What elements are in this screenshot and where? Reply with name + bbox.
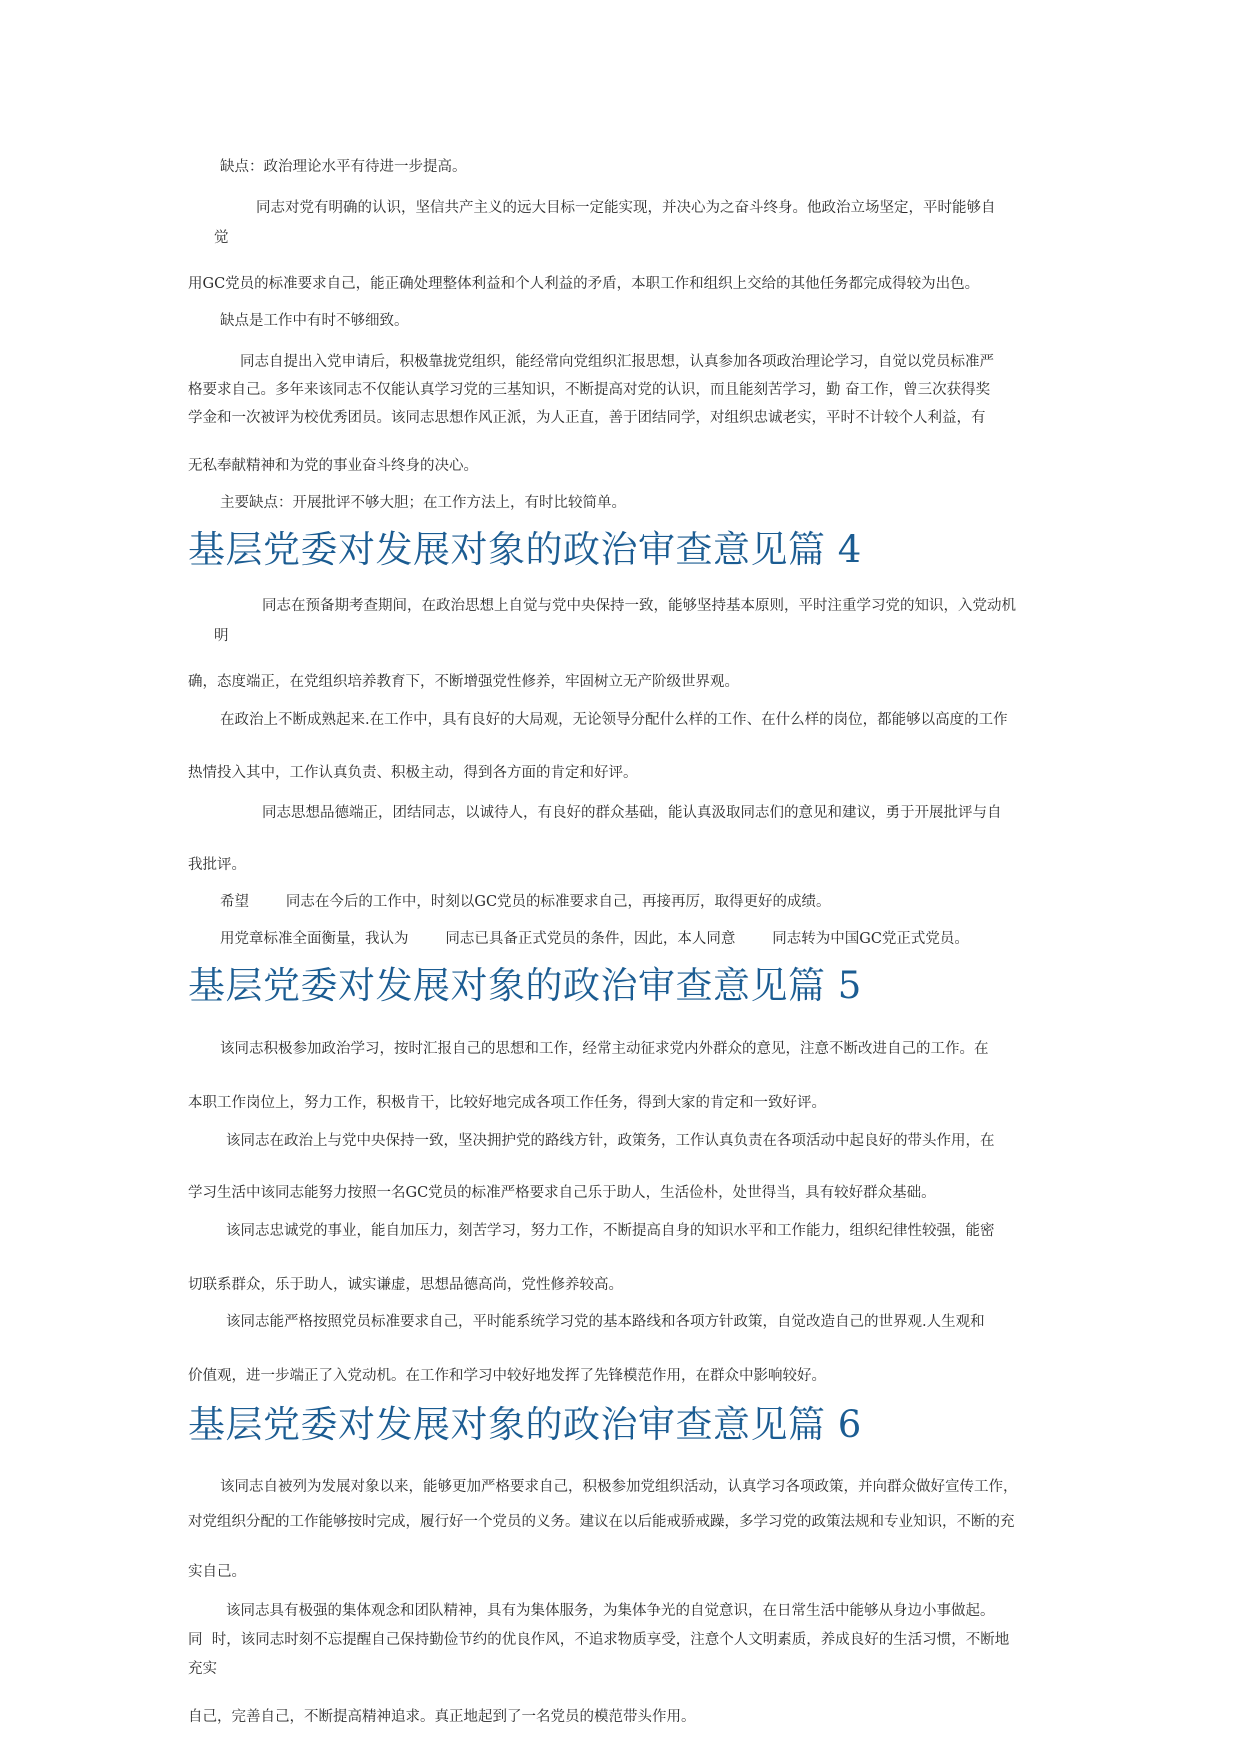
paragraph-line: 明 <box>214 628 229 644</box>
paragraph-line: 对党组织分配的工作能够按时完成，履行好一个党员的义务。建议在以后能戒骄戒躁，多学习党的政策法规和专业知识，不断的充 <box>188 1514 1015 1530</box>
paragraph-line: 同志自提出入党申请后，积极靠拢党组织，能经常向党组织汇报思想，认真参加各项政治理论学习，自觉以党员标准严 <box>240 354 994 370</box>
paragraph-line: 希望 同志在今后的工作中，时刻以GC党员的标准要求自己，再接再厉，取得更好的成绩。 <box>220 894 831 910</box>
paragraph-line: 该同志忠诚党的事业，能自加压力，刻苦学习，努力工作，不断提高自身的知识水平和工作能力，组织纪律性较强，能密 <box>226 1223 995 1239</box>
paragraph-line: 用GC党员的标准要求自己，能正确处理整体利益和个人利益的矛盾，本职工作和组织上交给的其他任务都完成得较为出色。 <box>188 276 980 292</box>
paragraph-line: 缺点是工作中有时不够细致。 <box>220 313 409 329</box>
paragraph-line: 主要缺点：开展批评不够大胆；在工作方法上，有时比较简单。 <box>220 495 626 511</box>
paragraph-line: 该同志能严格按照党员标准要求自己，平时能系统学习党的基本路线和各项方针政策，自觉改造自己的世界观.人生观和 <box>226 1314 985 1330</box>
paragraph-line: 格要求自己。多年来该同志不仅能认真学习党的三基知识，不断提高对党的认识，而且能刻苦学习，勤 奋工作，曾三次获得奖 <box>188 382 991 398</box>
paragraph-line: 觉 <box>214 230 229 246</box>
paragraph-line: 热情投入其中，工作认真负责、积极主动，得到各方面的肯定和好评。 <box>188 765 638 781</box>
paragraph-line: 在政治上不断成熟起来.在工作中，具有良好的大局观，无论领导分配什么样的工作、在什么样的岗位，都能够以高度的工作 <box>220 712 1008 728</box>
paragraph-line: 该同志具有极强的集体观念和团队精神，具有为集体服务，为集体争光的自觉意识，在日常生活中能够从身边小事做起。 <box>226 1603 995 1619</box>
paragraph-line: 充实 <box>188 1661 217 1677</box>
paragraph-line: 确，态度端正，在党组织培养教育下，不断增强党性修养，牢固树立无产阶级世界观。 <box>188 674 739 690</box>
paragraph-line: 我批评。 <box>188 857 246 873</box>
paragraph-line: 同 时，该同志时刻不忘提醒自己保持勤俭节约的优良作风，不追求物质享受，注意个人文明素质，养成良好的生活习惯，不断地 <box>188 1632 1010 1648</box>
paragraph-line: 自己，完善自己，不断提高精神追求。真正地起到了一名党员的模范带头作用。 <box>188 1709 696 1725</box>
paragraph-line: 该同志积极参加政治学习，按时汇报自己的思想和工作，经常主动征求党内外群众的意见，注意不断改进自己的工作。在 <box>220 1041 989 1057</box>
paragraph-line: 同志在预备期考查期间，在政治思想上自觉与党中央保持一致，能够坚持基本原则，平时注重学习党的知识，入党动机 <box>262 598 1016 614</box>
paragraph-line: 学习生活中该同志能努力按照一名GC党员的标准严格要求自己乐于助人，生活俭朴，处世得当，具有较好群众基础。 <box>188 1185 936 1201</box>
section-heading: 基层党委对发展对象的政治审查意见篇 6 <box>188 1403 862 1446</box>
paragraph-line: 该同志自被列为发展对象以来，能够更加严格要求自己，积极参加党组织活动，认真学习各项政策，并向群众做好宣传工作， <box>220 1479 1018 1495</box>
paragraph-line: 价值观，进一步端正了入党动机。在工作和学习中较好地发挥了先锋模范作用，在群众中影响较好。 <box>188 1368 826 1384</box>
paragraph-line: 用党章标准全面衡量，我认为 同志已具备正式党员的条件，因此，本人同意 同志转为中国GC党正式党员。 <box>220 931 969 947</box>
paragraph-line: 缺点：政治理论水平有待进一步提高。 <box>220 159 467 175</box>
paragraph-line: 同志思想品德端正，团结同志，以诚待人，有良好的群众基础，能认真汲取同志们的意见和建议，勇于开展批评与自 <box>262 805 1002 821</box>
section-heading: 基层党委对发展对象的政治审查意见篇 5 <box>188 964 862 1007</box>
paragraph-line: 同志对党有明确的认识，坚信共产主义的远大目标一定能实现，并决心为之奋斗终身。他政治立场坚定，平时能够自 <box>256 200 996 216</box>
paragraph-line: 学金和一次被评为校优秀团员。该同志思想作风正派，为人正直，善于团结同学，对组织忠诚老实，平时不计较个人利益，有 <box>188 410 986 426</box>
paragraph-line: 该同志在政治上与党中央保持一致，坚决拥护党的路线方针，政策务，工作认真负责在各项活动中起良好的带头作用，在 <box>226 1133 995 1149</box>
paragraph-line: 实自己。 <box>188 1564 246 1580</box>
paragraph-line: 切联系群众，乐于助人，诚实谦虚，思想品德高尚，党性修养较高。 <box>188 1277 623 1293</box>
paragraph-line: 无私奉献精神和为党的事业奋斗终身的决心。 <box>188 458 478 474</box>
paragraph-line: 本职工作岗位上，努力工作，积极肯干，比较好地完成各项工作任务，得到大家的肯定和一致好评。 <box>188 1095 826 1111</box>
section-heading: 基层党委对发展对象的政治审查意见篇 4 <box>188 528 862 571</box>
